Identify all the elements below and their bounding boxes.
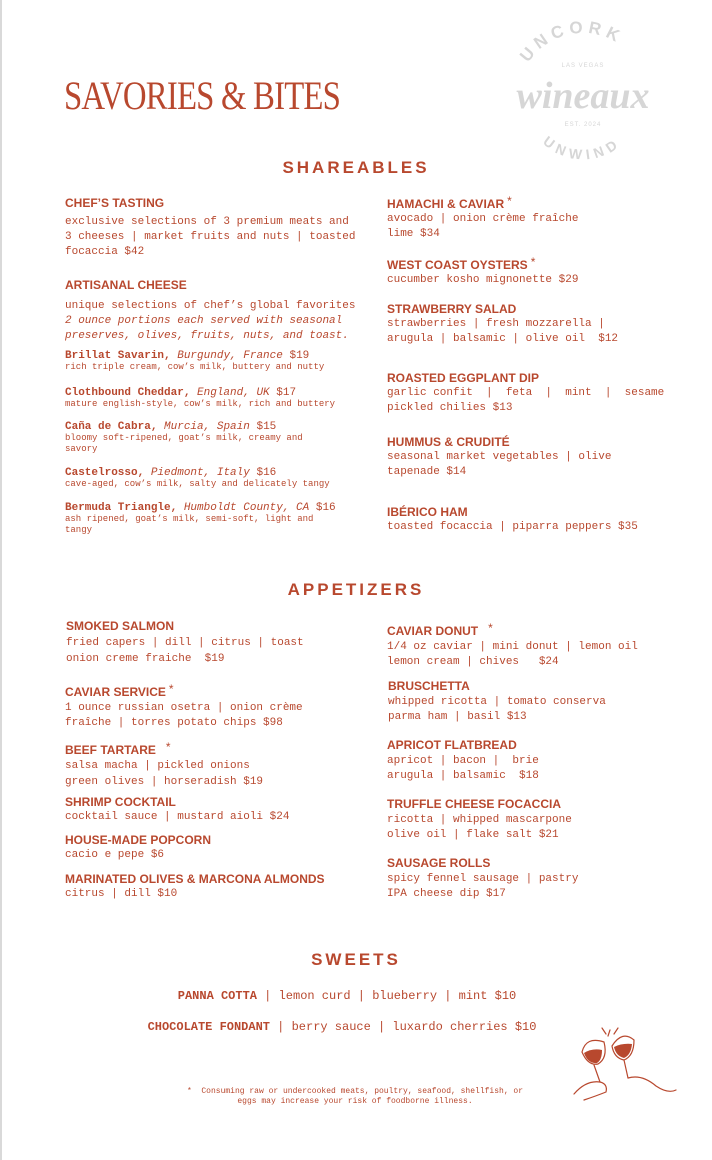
cheese-origin: England, UK (197, 387, 270, 399)
item-desc: apricot | bacon | brie arugula | balsamic $18 (387, 755, 539, 782)
cheese-desc: bloomy soft-ripened, goat’s milk, creamy and savory (65, 433, 303, 454)
item-name: TRUFFLE CHEESE FOCACCIA (387, 797, 561, 811)
item-name: ROASTED EGGPLANT DIP (387, 371, 540, 385)
menu-item (387, 371, 664, 416)
logo-est: EST. 2024 (564, 122, 602, 128)
sweets-heading: SWEETS (311, 950, 401, 969)
item-desc: garlic confit | feta | mint | sesame pickled chilies $13 (387, 387, 665, 414)
item-desc: ricotta | whipped mascarpone olive oil | flake salt $21 (387, 814, 572, 841)
cheese-desc: cave-aged, cow’s milk, salty and delicately tangy (65, 479, 330, 489)
item-name: SMOKED SALMON (66, 619, 174, 633)
item-desc: spicy fennel sausage | pastry IPA cheese dip $17 (387, 873, 579, 900)
menu-item (66, 619, 304, 667)
menu-item (387, 194, 578, 242)
cheese-name: Clothbound Cheddar, (65, 387, 191, 399)
logo-brand: wineaux (516, 75, 650, 117)
cheese-price: $16 (256, 467, 277, 479)
cheese-price: $17 (276, 387, 297, 399)
menu-item (65, 740, 263, 790)
foodborne-illness-footnote: * Consuming raw or undercooked meats, poultry, seafood, shellfish, or eggs may increase your risk of foodborne illness. (186, 1087, 524, 1106)
menu-item (65, 872, 325, 902)
item-name: SHRIMP COCKTAIL (65, 795, 176, 809)
item-name: WEST COAST OYSTERS (387, 258, 528, 272)
item-desc: fried capers | dill | citrus | toast onion creme fraiche $19 (66, 637, 304, 665)
item-desc: unique selections of chef’s global favorites (65, 300, 356, 312)
item-name: IBÉRICO HAM (387, 505, 468, 519)
item-desc: avocado | onion crème fraîche lime $34 (387, 213, 579, 240)
item-desc: whipped ricotta | tomato conserva parma ham | basil $13 (388, 696, 606, 723)
menu-item (387, 738, 539, 784)
cheese-item (65, 387, 335, 410)
wineaux-logo (498, 20, 668, 170)
menu-item (387, 255, 578, 288)
cheese-item (65, 502, 336, 536)
wine-toast-illustration (572, 1022, 682, 1102)
item-desc: 1/4 oz caviar | mini donut | lemon oil lemon cream | chives $24 (387, 641, 638, 668)
appetizers-heading: APPETIZERS (287, 580, 425, 599)
logo-unwind: UNWIND (540, 132, 624, 163)
cheese-price: $16 (315, 502, 336, 514)
item-desc: cocktail sauce | mustard aioli $24 (65, 811, 290, 823)
raw-star: * (507, 194, 512, 208)
raw-star: * (488, 621, 493, 635)
cheese-price: $19 (289, 350, 310, 362)
raw-star: * (168, 682, 174, 696)
logo-city: LAS VEGAS (561, 63, 605, 69)
item-name: HOUSE-MADE POPCORN (65, 833, 212, 847)
item-desc: salsa macha | pickled onions green olives | horseradish $19 (65, 760, 264, 788)
svg-text:UNCORK (516, 20, 627, 65)
item-name: HUMMUS & CRUDITÉ (387, 435, 510, 449)
item-name: CAVIAR DONUT (387, 624, 479, 638)
chefs-tasting (65, 196, 355, 260)
cheese-desc: ash ripened, goat’s milk, semi-soft, light and tangy (65, 514, 314, 535)
menu-item (387, 856, 578, 902)
menu-item (387, 621, 638, 670)
cheese-origin: Murcia, Spain (164, 421, 250, 433)
raw-star: * (165, 740, 171, 754)
item-desc: exclusive selections of 3 premium meats and 3 cheeses | market fruits and nuts | toasted focaccia $42 (65, 216, 356, 258)
item-desc: cacio e pepe $6 (65, 849, 165, 861)
item-name: MARINATED OLIVES & MARCONA ALMONDS (65, 872, 325, 886)
cheese-origin: Piedmont, Italy (150, 467, 250, 479)
menu-item (65, 795, 289, 825)
cheese-desc: mature english-style, cow’s milk, rich and buttery (65, 399, 336, 409)
cheese-name: Bermuda Triangle, (65, 502, 178, 514)
sweet-desc: | lemon curd | blueberry | mint $10 (256, 989, 517, 1003)
sweet-name: PANNA COTTA (177, 989, 257, 1003)
sweet-desc: | berry sauce | luxardo cherries $10 (269, 1020, 537, 1034)
cheese-origin: Burgundy, France (177, 350, 283, 362)
menu-item (387, 797, 572, 843)
item-desc-italic: 2 ounce portions each served with seasonal preserves, olives, fruits, nuts, and toast. (65, 315, 349, 342)
item-name: CHEF’S TASTING (65, 196, 165, 210)
menu-item (387, 302, 618, 347)
item-name: BRUSCHETTA (388, 679, 470, 693)
menu-item (65, 682, 303, 731)
cheese-name: Castelrosso, (65, 467, 145, 479)
menu-item (387, 505, 638, 535)
item-desc: citrus | dill $10 (65, 888, 178, 900)
item-name: STRAWBERRY SALAD (387, 302, 517, 316)
menu-title: SAVORIES & BITES (64, 73, 341, 118)
item-desc: toasted focaccia | piparra peppers $35 (387, 521, 638, 533)
item-name: CAVIAR SERVICE (65, 685, 166, 699)
item-name: ARTISANAL CHEESE (65, 278, 187, 292)
cheese-origin: Humboldt County, CA (183, 502, 310, 514)
menu-item (388, 679, 606, 725)
cheese-item (65, 350, 324, 373)
artisanal-cheese (65, 278, 355, 344)
raw-star: * (530, 255, 536, 269)
sweet-item (0, 989, 703, 1003)
cheese-item (65, 467, 330, 490)
item-name: BEEF TARTARE (65, 743, 156, 757)
item-desc: strawberries | fresh mozzarella | arugula | balsamic | olive oil $12 (387, 318, 619, 345)
item-name: SAUSAGE ROLLS (387, 856, 491, 870)
shareables-heading: SHAREABLES (282, 158, 430, 177)
cheese-item (65, 421, 303, 455)
sweet-name: CHOCOLATE FONDANT (147, 1020, 270, 1034)
cheese-name: Brillat Savarin, (65, 350, 171, 362)
item-name: HAMACHI & CAVIAR (387, 197, 505, 211)
item-desc: seasonal market vegetables | olive tapenade $14 (387, 451, 612, 478)
cheese-price: $15 (256, 421, 277, 433)
menu-item (387, 435, 611, 480)
menu-item (65, 833, 211, 863)
logo-uncork: UNCORK (516, 20, 628, 66)
cheese-name: Caña de Cabra, (65, 421, 158, 433)
item-desc: 1 ounce russian osetra | onion crème fraîche | torres potato chips $98 (65, 702, 303, 729)
item-desc: cucumber kosho mignonette $29 (387, 274, 579, 286)
cheese-desc: rich triple cream, cow’s milk, buttery and nutty (65, 362, 325, 372)
item-name: APRICOT FLATBREAD (387, 738, 517, 752)
